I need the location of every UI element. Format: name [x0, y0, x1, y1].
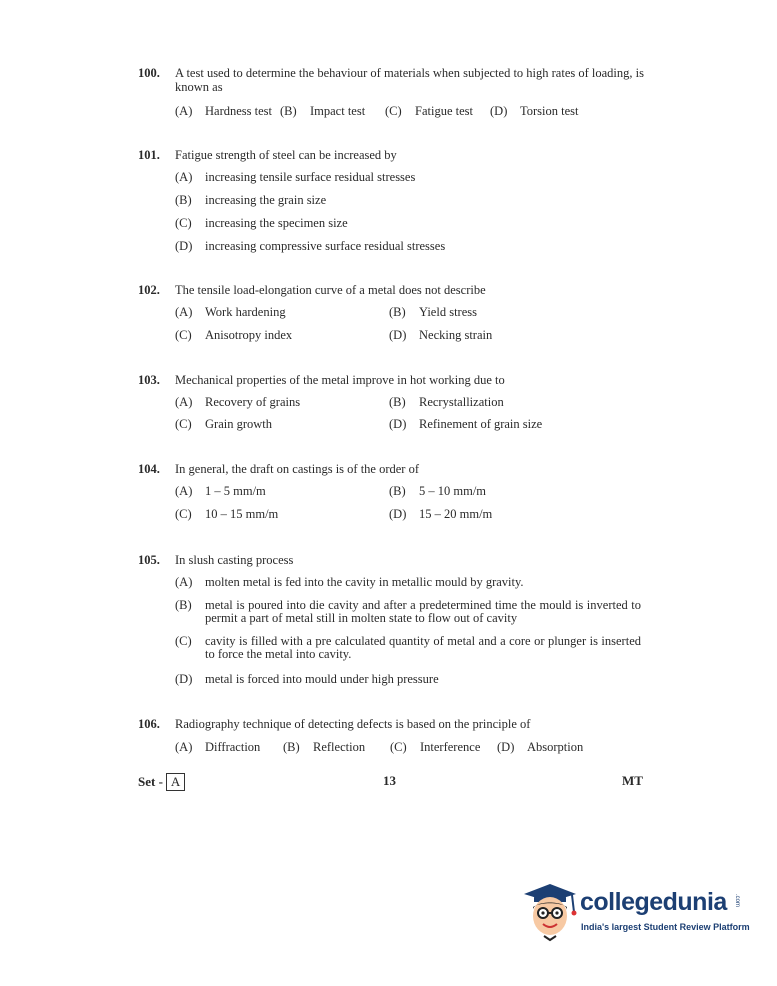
page-number: 13 — [383, 773, 396, 788]
option-a — [175, 306, 286, 319]
option-label: (C) — [175, 507, 192, 521]
option-label: (A) — [175, 104, 193, 118]
option-text: Recovery of grains — [205, 395, 301, 409]
option-c — [175, 635, 641, 661]
option-label: (C) — [385, 104, 402, 118]
option-text: Work hardening — [205, 305, 286, 319]
option-c — [175, 329, 292, 342]
option-a — [175, 396, 300, 409]
question-stem: Mechanical properties of the metal improve in hot working due to — [175, 373, 505, 387]
option-a — [175, 485, 266, 498]
option-text: Grain growth — [205, 417, 272, 431]
set-value: A — [166, 773, 185, 791]
option-label: (B) — [283, 740, 300, 754]
set-label: Set - — [138, 774, 163, 789]
question-number: 103. — [138, 373, 160, 387]
option-text: Absorption — [527, 740, 584, 754]
option-text: metal is poured into die cavity and after a predetermined time the mould is inverted to permit a part of metal still in molten state to flow out of cavity — [205, 598, 641, 625]
brand-tagline: India's largest Student Review Platform — [581, 922, 750, 932]
option-b — [175, 599, 641, 625]
option-text: Refinement of grain size — [419, 417, 543, 431]
option-label: (C) — [390, 740, 407, 754]
question-number: 106. — [138, 717, 160, 731]
option-label: (D) — [389, 507, 407, 521]
option-label: (D) — [175, 672, 193, 686]
option-label: (D) — [389, 417, 407, 431]
option-text: metal is forced into mould under high pressure — [205, 672, 439, 686]
option-text: increasing compressive surface residual stresses — [205, 239, 446, 253]
option-b — [389, 306, 477, 319]
option-label: (B) — [389, 395, 406, 409]
option-text: increasing the specimen size — [205, 216, 348, 230]
brand-name: collegedunia — [580, 888, 727, 916]
option-label: (A) — [175, 740, 193, 754]
question-number: 102. — [138, 283, 160, 297]
option-text: Impact test — [310, 104, 366, 118]
question-stem: Fatigue strength of steel can be increased by — [175, 148, 397, 162]
option-text: Interference — [420, 740, 481, 754]
options-row — [175, 740, 583, 755]
option-label: (B) — [389, 305, 406, 319]
question-number: 101. — [138, 148, 160, 162]
option-b — [389, 485, 486, 498]
option-a — [175, 576, 641, 589]
subject-code: MT — [622, 773, 643, 788]
question-stem: The tensile load-elongation curve of a metal does not describe — [175, 283, 486, 297]
option-c — [175, 217, 348, 230]
option-b — [389, 396, 504, 409]
option-b — [175, 194, 326, 207]
option-label: (B) — [175, 193, 192, 207]
option-label: (A) — [175, 395, 193, 409]
option-text: Torsion test — [520, 104, 579, 118]
option-text: Reflection — [313, 740, 366, 754]
option-label: (C) — [175, 216, 192, 230]
option-label: (C) — [175, 328, 192, 342]
question-number: 100. — [138, 66, 160, 80]
option-label: (D) — [497, 740, 515, 754]
option-label: (A) — [175, 170, 193, 184]
question-stem: In general, the draft on castings is of the order of — [175, 462, 420, 476]
option-text: increasing the grain size — [205, 193, 327, 207]
option-text: 1 – 5 mm/m — [205, 484, 266, 498]
option-label: (C) — [175, 634, 192, 648]
option-label: (B) — [175, 598, 192, 612]
option-text: molten metal is fed into the cavity in metallic mould by gravity. — [205, 575, 524, 589]
option-d — [389, 508, 492, 521]
option-text: Diffraction — [205, 740, 261, 754]
question-number: 104. — [138, 462, 160, 476]
option-label: (A) — [175, 484, 193, 498]
option-text: Necking strain — [419, 328, 493, 342]
option-text: Recrystallization — [419, 395, 504, 409]
mascot-icon — [520, 880, 578, 942]
option-text: Fatigue test — [415, 104, 473, 118]
question-number: 105. — [138, 553, 160, 567]
option-label: (D) — [490, 104, 508, 118]
option-label: (D) — [175, 239, 193, 253]
option-d — [175, 673, 641, 686]
question-stem: A test used to determine the behaviour of materials when subjected to high rates of loading, is known as — [175, 66, 644, 94]
options-row — [175, 104, 579, 119]
option-text: increasing tensile surface residual stresses — [205, 170, 416, 184]
option-d — [389, 418, 542, 431]
option-d — [389, 329, 492, 342]
collegedunia-logo — [520, 880, 750, 940]
option-c — [175, 418, 272, 431]
question-stem: In slush casting process — [175, 553, 294, 567]
option-label: (A) — [175, 575, 193, 589]
option-text: 5 – 10 mm/m — [419, 484, 487, 498]
option-d — [175, 240, 445, 253]
brand-com: .com — [734, 894, 740, 908]
option-label: (A) — [175, 305, 193, 319]
option-label: (B) — [280, 104, 297, 118]
option-text: 15 – 20 mm/m — [419, 507, 493, 521]
option-label: (D) — [389, 328, 407, 342]
footer-set — [138, 773, 185, 791]
option-label: (C) — [175, 417, 192, 431]
option-label: (B) — [389, 484, 406, 498]
option-text: Yield stress — [419, 305, 477, 319]
option-text: Hardness test — [205, 104, 272, 118]
option-text: Anisotropy index — [205, 328, 293, 342]
option-c — [175, 508, 278, 521]
option-text: cavity is filled with a pre calculated quantity of metal and a core or plunger is inserted to force the metal into cavity. — [205, 634, 641, 661]
option-text: 10 – 15 mm/m — [205, 507, 279, 521]
option-a — [175, 171, 415, 184]
question-stem: Radiography technique of detecting defects is based on the principle of — [175, 717, 531, 731]
